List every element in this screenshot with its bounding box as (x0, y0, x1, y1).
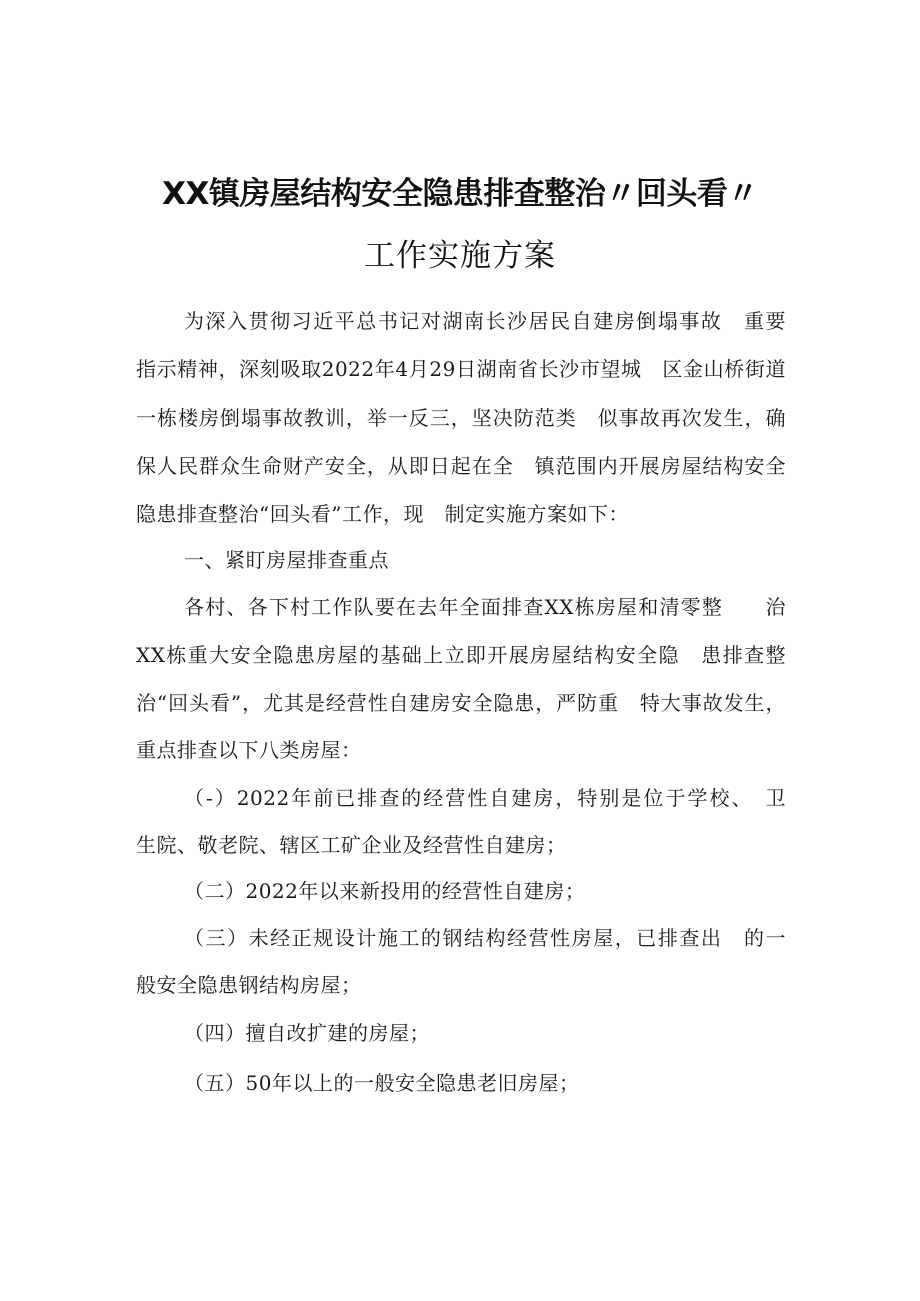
paragraph-intro-line-4: 保人民群众生命财产安全，从即日起在全 镇范围内开展房屋结构安全 (136, 454, 786, 478)
list-item-3-line-1: （三）未经正规设计施工的钢结构经营性房屋，已排查出 的一 (184, 926, 786, 950)
list-item-2: （二）2022年以来新投用的经营性自建房； (184, 879, 586, 903)
paragraph-intro-line-3: 一栋楼房倒塌事故教训，举一反三，坚决防范类 似事故再次发生，确 (136, 406, 786, 430)
list-item-5: （五）50年以上的一般安全隐患老旧房屋； (184, 1071, 580, 1095)
document-title-line-2: 工作实施方案 (364, 238, 556, 274)
section-heading-1: 一、紧盯房屋排查重点 (184, 548, 389, 572)
list-item-1-line-2: 生院、敬老院、辖区工矿企业及经营性自建房； (136, 833, 567, 857)
paragraph-intro-line-2: 指示精神，深刻吸取2022年4月29日湖南省长沙市望城 区金山桥街道 (136, 357, 786, 381)
list-item-4: （四）擅自改扩建的房屋； (184, 1021, 430, 1045)
paragraph-2-line-4: 重点排查以下八类房屋： (136, 738, 362, 762)
paragraph-intro-line-5: 隐患排查整治“回头看”工作，现 制定实施方案如下： (136, 502, 629, 526)
list-item-1-line-1: （-）2022年前已排查的经营性自建房，特别是位于学校、 卫 (184, 786, 786, 810)
paragraph-2-line-1: 各村、各下村工作队要在去年全面排查XX栋房屋和清零整 治 (184, 595, 786, 619)
paragraph-intro-line-1: 为深入贯彻习近平总书记对湖南长沙居民自建房倒塌事故 重要 (184, 309, 786, 333)
list-item-3-line-2: 般安全隐患钢结构房屋； (136, 973, 362, 997)
paragraph-2-line-2: XX栋重大安全隐患房屋的基础上立即开展房屋结构安全隐 患排查整 (136, 643, 786, 667)
document-title-line-1: XX镇房屋结构安全隐患排查整治〃回头看〃 (162, 176, 758, 212)
paragraph-2-line-3: 治“回头看”，尤其是经营性自建房安全隐患，严防重 特大事故发生， (136, 691, 786, 715)
